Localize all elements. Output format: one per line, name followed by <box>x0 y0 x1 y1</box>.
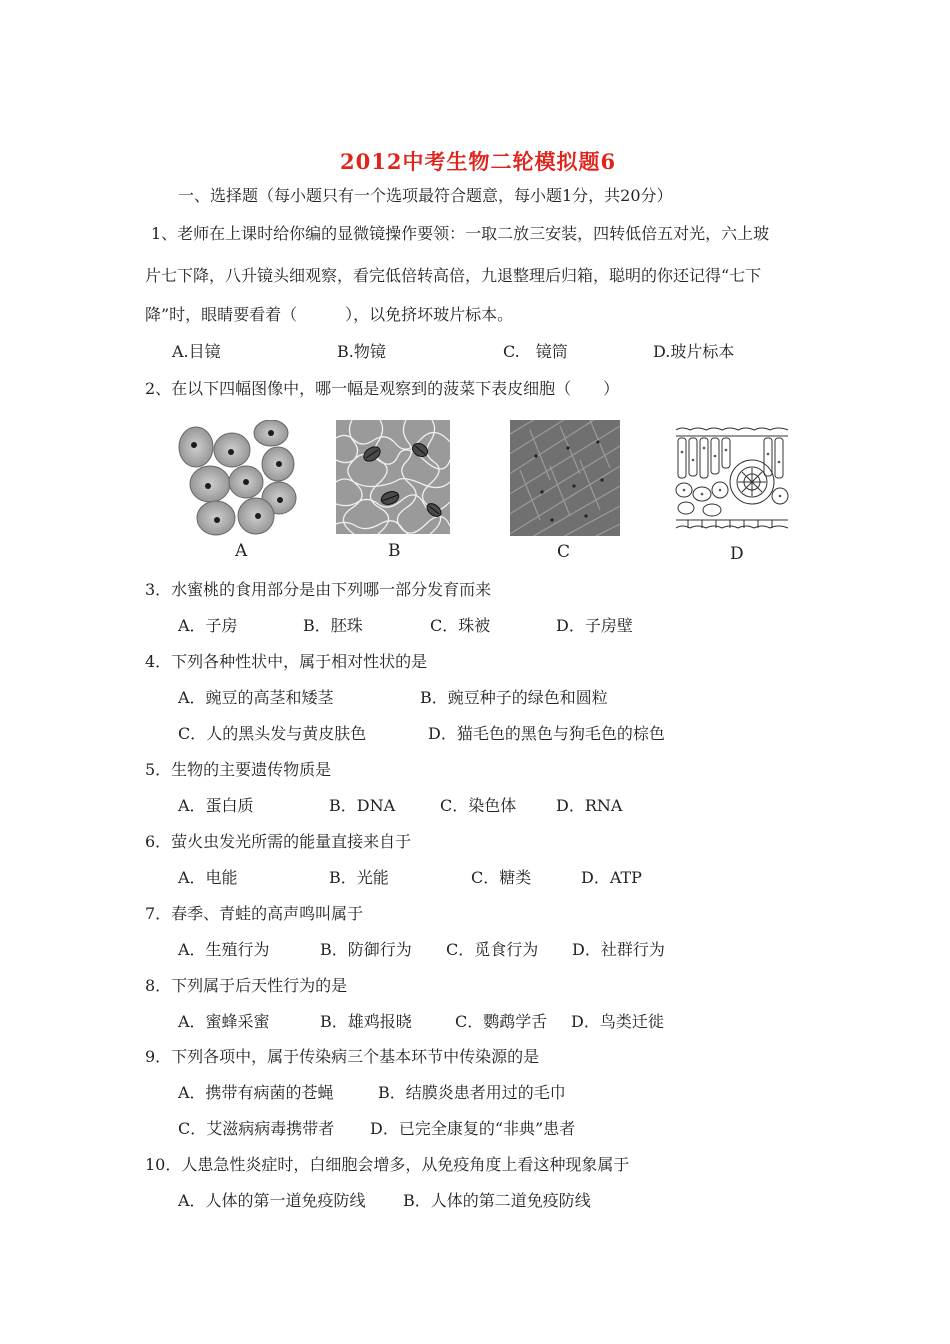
q1-line-2: 片七下降，八升镜头细观察，看完低倍转高倍，九退整理后归箱，聪明的你还记得“七下 <box>145 266 762 285</box>
figure-a-label: A <box>235 541 248 561</box>
q6-option-b: B．光能 <box>329 868 389 887</box>
q5-option-c: C．染色体 <box>440 796 517 815</box>
q5-stem: 5．生物的主要遗传物质是 <box>145 760 332 779</box>
q5-option-b: B．DNA <box>329 796 396 815</box>
q5-option-d: D．RNA <box>556 796 623 815</box>
q7-option-d: D．社群行为 <box>572 940 665 959</box>
q3-option-b: B．胚珠 <box>303 616 363 635</box>
q9-option-b: B．结膜炎患者用过的毛巾 <box>378 1083 566 1102</box>
q6-option-c: C．糖类 <box>471 868 532 887</box>
figure-d-leaf-section <box>672 424 794 542</box>
q1-line-3: 降”时，眼睛要看着（ ），以免挤坏玻片标本。 <box>145 305 514 324</box>
section-heading: 一、选择题（每小题只有一个选项最符合题意，每小题1分，共20分） <box>178 186 673 205</box>
q8-option-b: B．雄鸡报晓 <box>320 1012 412 1031</box>
q6-option-a: A．电能 <box>178 868 238 887</box>
q1-line-1: 1、老师在上课时给你编的显微镜操作要领：一取二放三安装，四转低倍五对光，六上玻 <box>151 224 770 243</box>
figure-b-label: B <box>388 541 401 561</box>
q4-stem: 4．下列各种性状中，属于相对性状的是 <box>145 652 428 671</box>
q1-option-b: B.物镜 <box>337 342 386 361</box>
q3-stem: 3．水蜜桃的食用部分是由下列哪一部分发育而来 <box>145 580 492 599</box>
q10-option-a: A．人体的第一道免疫防线 <box>178 1191 366 1210</box>
q1-option-a: A.目镜 <box>172 342 221 361</box>
q10-stem: 10．人患急性炎症时，白细胞会增多，从免疫角度上看这种现象属于 <box>145 1155 630 1174</box>
figure-d-label: D <box>730 544 744 564</box>
q6-stem: 6．萤火虫发光所需的能量直接来自于 <box>145 832 412 851</box>
q8-stem: 8．下列属于后天性行为的是 <box>145 976 348 995</box>
q4-option-d: D．猫毛色的黑色与狗毛色的棕色 <box>428 724 665 743</box>
q9-option-a: A．携带有病菌的苍蝇 <box>178 1083 334 1102</box>
q9-option-c: C．艾滋病病毒携带者 <box>178 1119 335 1138</box>
q8-option-a: A．蜜蜂采蜜 <box>178 1012 270 1031</box>
q3-option-a: A．子房 <box>178 616 238 635</box>
q8-option-d: D．鸟类迁徙 <box>571 1012 664 1031</box>
q3-option-c: C．珠被 <box>430 616 491 635</box>
q7-option-b: B．防御行为 <box>320 940 412 959</box>
q7-option-a: A．生殖行为 <box>178 940 270 959</box>
q3-option-d: D．子房壁 <box>556 616 633 635</box>
q4-option-a: A．豌豆的高茎和矮茎 <box>178 688 334 707</box>
figure-a-cells <box>176 420 301 540</box>
q9-option-d: D．已完全康复的“非典”患者 <box>370 1119 576 1138</box>
figure-c-label: C <box>557 542 571 562</box>
q7-stem: 7．春季、青蛙的高声鸣叫属于 <box>145 904 364 923</box>
q6-option-d: D．ATP <box>581 868 642 887</box>
q2-stem: 2、在以下四幅图像中，哪一幅是观察到的菠菜下表皮细胞（ ） <box>145 379 620 398</box>
q4-option-b: B．豌豆种子的绿色和圆粒 <box>420 688 608 707</box>
q1-option-d: D.玻片标本 <box>653 342 735 361</box>
page-title: 2012中考生物二轮模拟题6 <box>340 149 617 174</box>
q7-option-c: C．觅食行为 <box>446 940 539 959</box>
figure-b-stomata <box>336 420 450 534</box>
q9-stem: 9．下列各项中，属于传染病三个基本环节中传染源的是 <box>145 1047 540 1066</box>
q8-option-c: C．鹦鹉学舌 <box>455 1012 548 1031</box>
q5-option-a: A．蛋白质 <box>178 796 254 815</box>
q4-option-c: C．人的黑头发与黄皮肤色 <box>178 724 367 743</box>
q1-option-c: C. 镜筒 <box>503 342 568 361</box>
figure-c-cells <box>510 420 620 536</box>
q10-option-b: B．人体的第二道免疫防线 <box>403 1191 591 1210</box>
